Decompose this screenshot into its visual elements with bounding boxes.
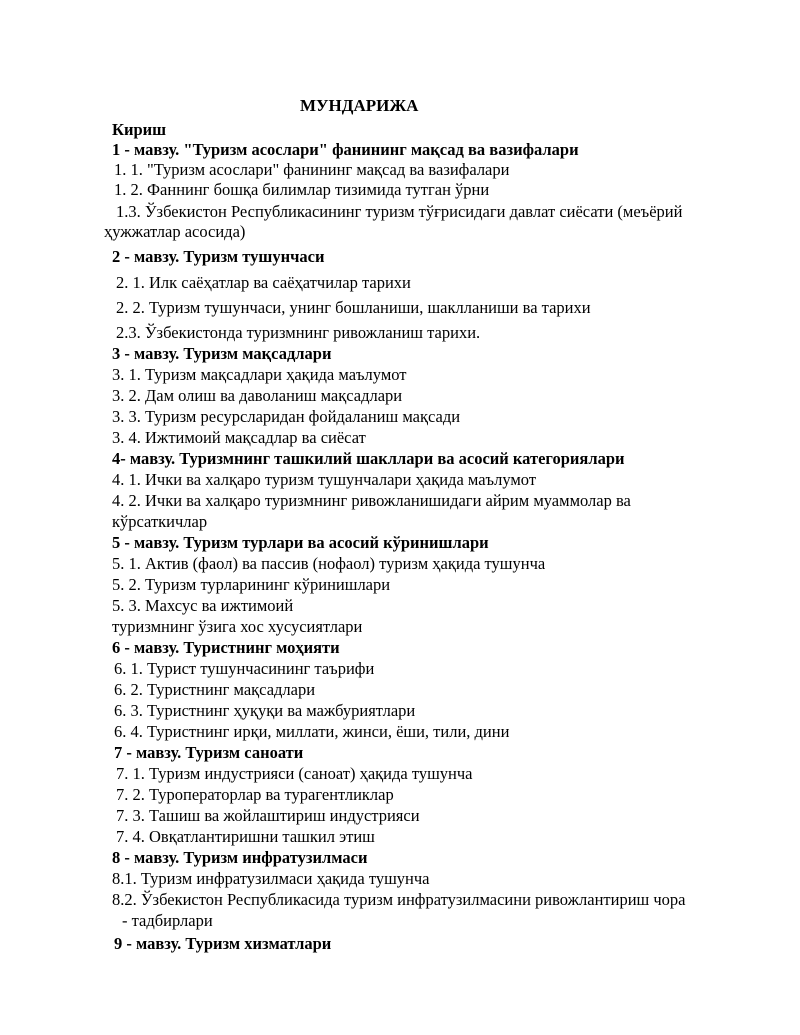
toc-subtopic-1-3-cont: ҳужжатлар асосида) bbox=[104, 222, 246, 241]
toc-topic-9: 9 - мавзу. Туризм хизматлари bbox=[114, 934, 332, 953]
toc-subtopic-7-2: 7. 2. Туроператорлар ва турагентликлар bbox=[116, 785, 394, 804]
toc-subtopic-2-2: 2. 2. Туризм тушунчаси, унинг бошланиши, шаклланиши ва тарихи bbox=[116, 298, 591, 317]
toc-subtopic-6-2: 6. 2. Туристнинг мақсадлари bbox=[114, 680, 316, 699]
toc-topic-7: 7 - мавзу. Туризм саноати bbox=[114, 743, 304, 762]
toc-topic-8: 8 - мавзу. Туризм инфратузилмаси bbox=[112, 848, 368, 867]
toc-topic-3: 3 - мавзу. Туризм мақсадлари bbox=[112, 344, 332, 363]
toc-topic-4: 4- мавзу. Туризмнинг ташкилий шакллари ва асосий категориялари bbox=[112, 449, 625, 468]
toc-subtopic-7-4: 7. 4. Овқатлантиришни ташкил этиш bbox=[116, 827, 375, 846]
toc-subtopic-6-1: 6. 1. Турист тушунчасининг таърифи bbox=[114, 659, 375, 678]
toc-topic-5: 5 - мавзу. Туризм турлари ва асосий кўринишлари bbox=[112, 533, 489, 552]
toc-subtopic-8-1: 8.1. Туризм инфратузилмаси ҳақида тушунча bbox=[112, 869, 430, 888]
toc-subtopic-8-2-cont: - тадбирлари bbox=[122, 911, 213, 930]
toc-subtopic-2-3: 2.3. Ўзбекистонда туризмнинг ривожланиш тарихи. bbox=[116, 323, 481, 342]
toc-subtopic-4-1: 4. 1. Ички ва халқаро туризм тушунчалари ҳақида маълумот bbox=[112, 470, 537, 489]
toc-subtopic-7-1: 7. 1. Туризм индустрияси (саноат) ҳақида тушунча bbox=[116, 764, 473, 783]
toc-subtopic-5-1: 5. 1. Актив (фаол) ва пассив (нофаол) туризм ҳақида тушунча bbox=[112, 554, 546, 573]
toc-topic-6: 6 - мавзу. Туристнинг моҳияти bbox=[112, 638, 340, 657]
toc-intro: Кириш bbox=[112, 120, 167, 139]
toc-subtopic-4-2: 4. 2. Ички ва халқаро туризмнинг ривожланишидаги айрим муаммолар ва bbox=[112, 491, 631, 510]
toc-topic-1: 1 - мавзу. "Туризм асослари" фанининг мақсад ва вазифалари bbox=[112, 140, 579, 159]
toc-subtopic-3-2: 3. 2. Дам олиш ва даволаниш мақсадлари bbox=[112, 386, 403, 405]
toc-subtopic-5-3-cont: туризмнинг ўзига хос хусусиятлари bbox=[112, 617, 363, 636]
toc-subtopic-8-2: 8.2. Ўзбекистон Республикасида туризм инфратузилмасини ривожлантириш чора bbox=[112, 890, 686, 909]
page-title: МУНДАРИЖА bbox=[300, 96, 419, 115]
toc-subtopic-2-1: 2. 1. Илк саёҳатлар ва саёҳатчилар тарихи bbox=[116, 273, 411, 292]
toc-subtopic-1-1: 1. 1. "Туризм асослари" фанининг мақсад ва вазифалари bbox=[114, 160, 510, 179]
toc-subtopic-6-3: 6. 3. Туристнинг ҳуқуқи ва мажбуриятлари bbox=[114, 701, 416, 720]
toc-subtopic-4-2-cont: кўрсаткичлар bbox=[112, 512, 208, 531]
toc-subtopic-1-2: 1. 2. Фаннинг бошқа билимлар тизимида тутган ўрни bbox=[114, 180, 490, 199]
toc-subtopic-3-3: 3. 3. Туризм ресурсларидан фойдаланиш мақсади bbox=[112, 407, 461, 426]
toc-subtopic-3-4: 3. 4. Ижтимоий мақсадлар ва сиёсат bbox=[112, 428, 366, 447]
toc-subtopic-5-2: 5. 2. Туризм турларининг кўринишлари bbox=[112, 575, 391, 594]
toc-subtopic-1-3: 1.3. Ўзбекистон Республикасининг туризм тўғрисидаги давлат сиёсати (меъёрий bbox=[116, 202, 683, 221]
toc-subtopic-3-1: 3. 1. Туризм мақсадлари ҳақида маълумот bbox=[112, 365, 407, 384]
toc-subtopic-6-4: 6. 4. Туристнинг ирқи, миллати, жинси, ёши, тили, дини bbox=[114, 722, 510, 741]
toc-topic-2: 2 - мавзу. Туризм тушунчаси bbox=[112, 247, 325, 266]
toc-subtopic-5-3: 5. 3. Махсус ва ижтимоий bbox=[112, 596, 294, 615]
toc-subtopic-7-3: 7. 3. Ташиш ва жойлаштириш индустрияси bbox=[116, 806, 420, 825]
